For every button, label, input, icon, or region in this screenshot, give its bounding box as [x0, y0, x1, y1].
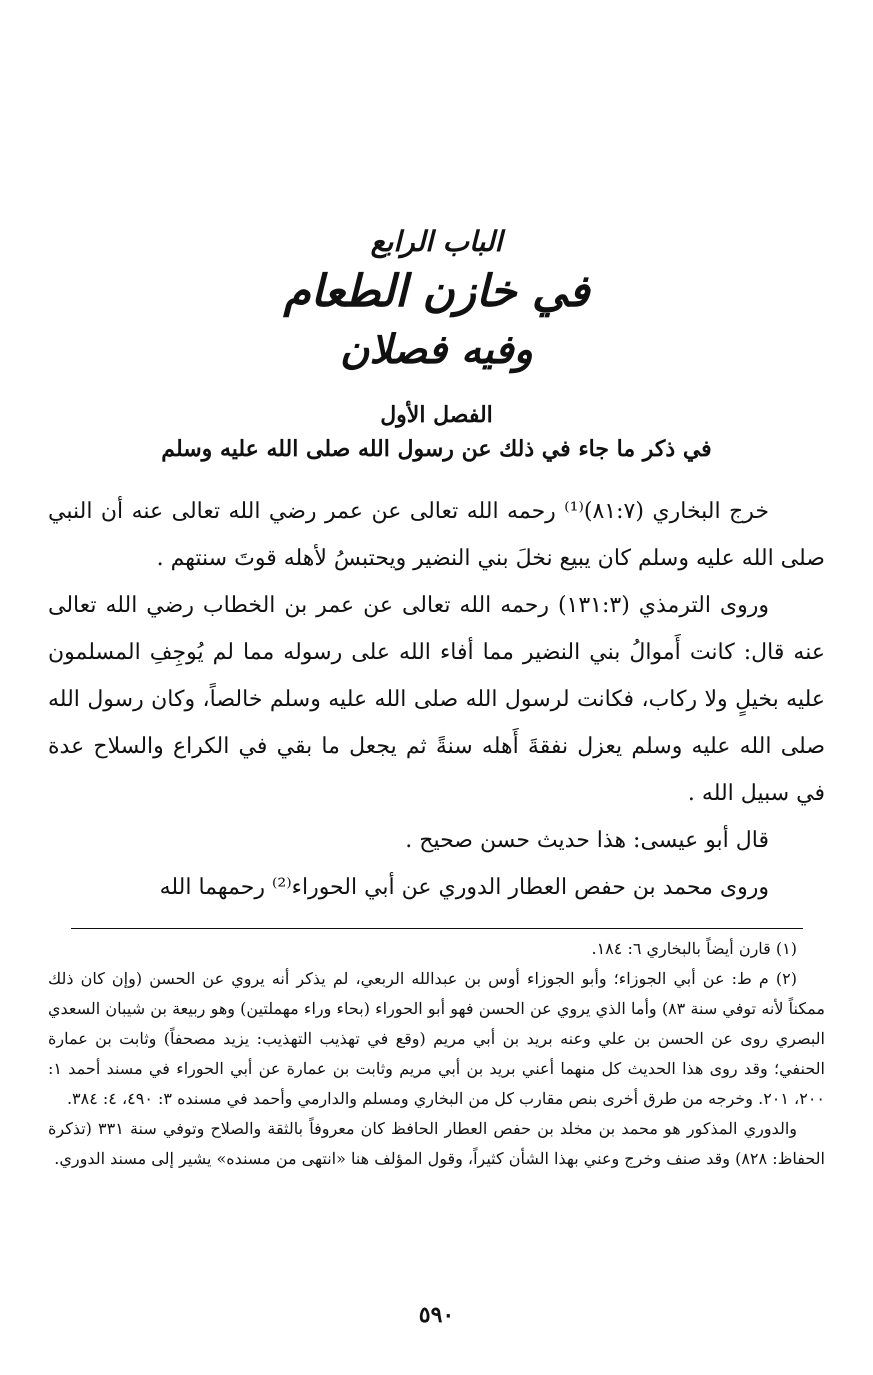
paragraph-3: قال أبو عيسى: هذا حديث حسن صحيح . [405, 828, 769, 853]
paragraph-4: وروى محمد بن حفص العطار الدوري عن أبي الحوراء⁽²⁾ رحمهما الله [159, 875, 769, 900]
footnote-1: (١) قارن أيضاً بالبخاري ٦: ١٨٤. [591, 939, 797, 958]
footnotes [48, 934, 825, 1174]
paragraph-2: وروى الترمذي (١٣١:٣) رحمه الله تعالى عن عمر بن الخطاب رضي الله تعالى عنه قال: كانت أَموالُ بني النضير مما أفاء الله على رسوله مما لم يُوجِفِ المسلمون عليه بخيلٍ ولا ركاب، فكانت لرسول الله صلى الله عليه وسلم خالصاً، وكان رسول الله صلى الله عليه وسلم يعزل نفقةَ أَهله سنةً ثم يجعل ما بقي في الكراع والسلاح عدة في سبيل الله . [48, 593, 825, 806]
paragraph-1: خرج البخاري (٨١:٧)⁽¹⁾ رحمه الله تعالى عن عمر رضي الله تعالى عنه أن النبي صلى الله عليه وسلم كان يبيع نخلَ بني النضير ويحتبسُ لأهله قوتَ سنتهم . [48, 499, 825, 571]
footnote-3: والدوري المذكور هو محمد بن مخلد بن حفص العطار الحافظ كان معروفاً بالثقة والصلاح وتوفي سنة ٣٣١ (تذكرة الحفاظ: ٨٢٨) وقد صنف وخرج وعني بهذا الشأن كثيراً، وقول المؤلف هنا «انتهى من مسنده» يشير إلى مسند الدوري. [48, 1119, 825, 1168]
section-heading [0, 398, 873, 466]
chapter-number: الباب الرابع [370, 225, 503, 258]
page-number: ٥٩٠ [418, 1302, 455, 1328]
section-title: الفصل الأول [380, 402, 493, 428]
chapter-subtitle: وفيه فصلان [340, 326, 533, 373]
chapter-heading [0, 222, 873, 378]
footnote-2: (٢) م ط: عن أبي الجوزاء؛ وأبو الجوزاء أوس بن عبدالله الربعي، لم يذكر أنه يروي عن الحسن (وإن كان ذلك ممكناً لأنه توفي سنة ٨٣) وأما الذي يروي عن الحسن فهو أبو الحوراء (بحاء وراء مهملتين) وهو ربيعة بن شيبان السعدي البصري روى عن الحسن بن علي وعنه بريد بن أبي مريم (وقع في تهذيب التهذيب: يزيد مصحفاً) وثابت بن عمارة الحنفي؛ وقد روى هذا الحديث كل منهما أعني بريد بن أبي مريم وثابت بن عمارة عن أبي الحوراء في مسند أحمد ١: ٢٠٠، ٢٠١. وخرجه من طرق أخرى بنص مقارب كل من البخاري ومسلم والدارمي وأحمد في مسنده ٣: ٤٩٠، ٤: ٣٨٤. [48, 969, 826, 1108]
footnote-divider [71, 928, 803, 929]
body-text [48, 488, 825, 911]
section-subtitle: في ذكر ما جاء في ذلك عن رسول الله صلى الله عليه وسلم [161, 436, 712, 462]
chapter-title: في خازن الطعام [283, 266, 590, 317]
